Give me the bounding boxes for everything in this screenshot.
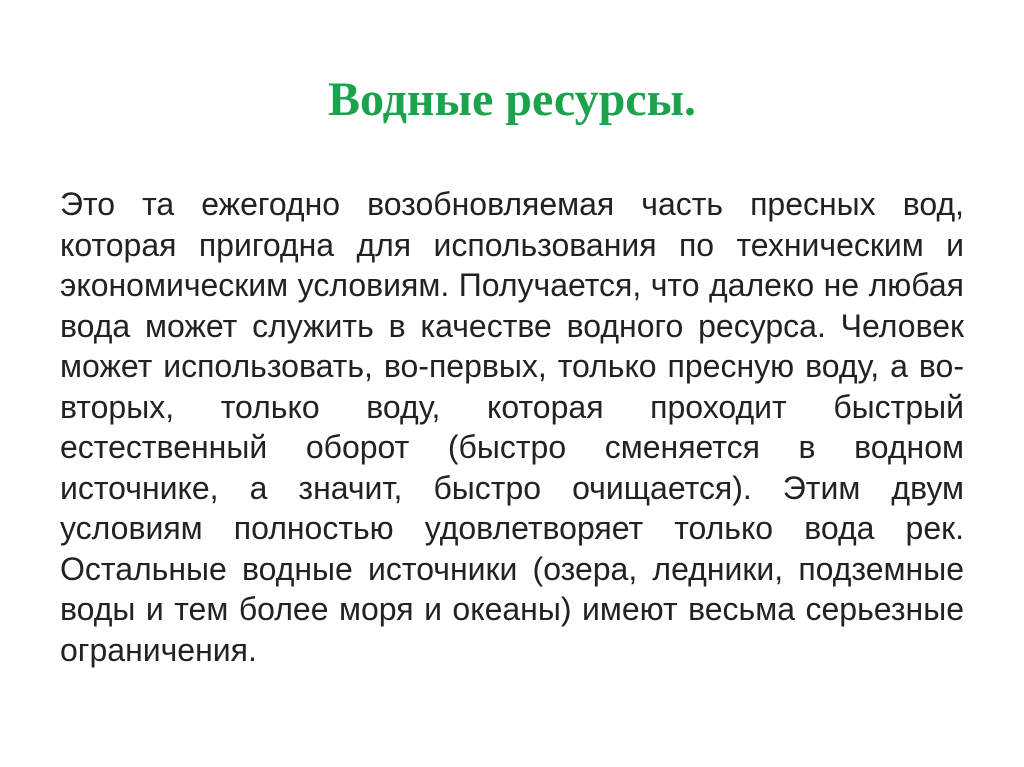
- slide-body-text: Это та ежегодно возобновляемая часть пресных вод, которая пригодна для использования по техническим и экономическим условиям. Получается, что далеко не любая вода может служить в качестве водного ресурса. Человек может использовать, во-первых, только пресную воду, а во-вторых, только воду, которая проходит быстрый естественный оборот (быстро сменяется в водном источнике, а значит, быстро очищается). Этим двум условиям полностью удовлетворяет только вода рек. Остальные водные источники (озера, ледники, подземные воды и тем более моря и океаны) имеют весьма серьезные ограничения.: [60, 186, 964, 668]
- slide-title: Водные ресурсы.: [327, 73, 697, 126]
